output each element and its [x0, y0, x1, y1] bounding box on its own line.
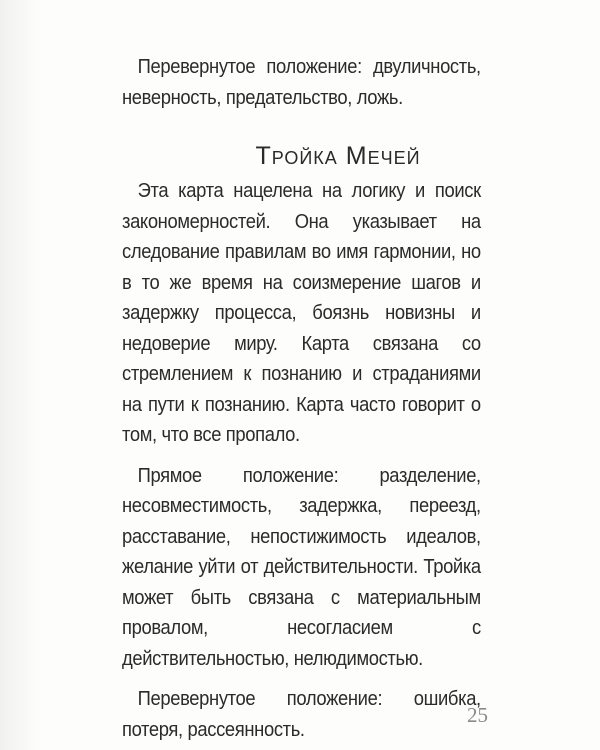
- reversed-meaning-paragraph-2: Перевернутое положение: ошибка, потеря, рассеянность.: [122, 688, 481, 741]
- top-text-block: [122, 52, 481, 113]
- main-text-block: [122, 176, 481, 745]
- page-gutter-shadow: [0, 0, 40, 750]
- page-number: 25: [467, 703, 488, 727]
- description-paragraph: Эта карта нацелена на логику и поиск закономерностей. Она указывает на следование правилам во имя гармонии, но в то же время на соизмерение шагов и задержку процесса, боязнь новизны и недоверие миру. Карта связана со стремлением к познанию и страданиями на пути к познанию. Карта часто говорит о том, что все пропало.: [122, 180, 481, 446]
- section-title: Тройка Мечей: [255, 142, 421, 170]
- reversed-meaning-paragraph: Перевернутое положение: двуличность, неверность, предательство, ложь.: [122, 56, 481, 109]
- upright-meaning-paragraph: Прямое положение: разделение, несовместимость, задержка, переезд, расставание, непостижимость идеалов, желание уйти от действительности. Тройка может быть связана с материальным провалом, несогласием с действительностью, нелюдимостью.: [122, 464, 481, 670]
